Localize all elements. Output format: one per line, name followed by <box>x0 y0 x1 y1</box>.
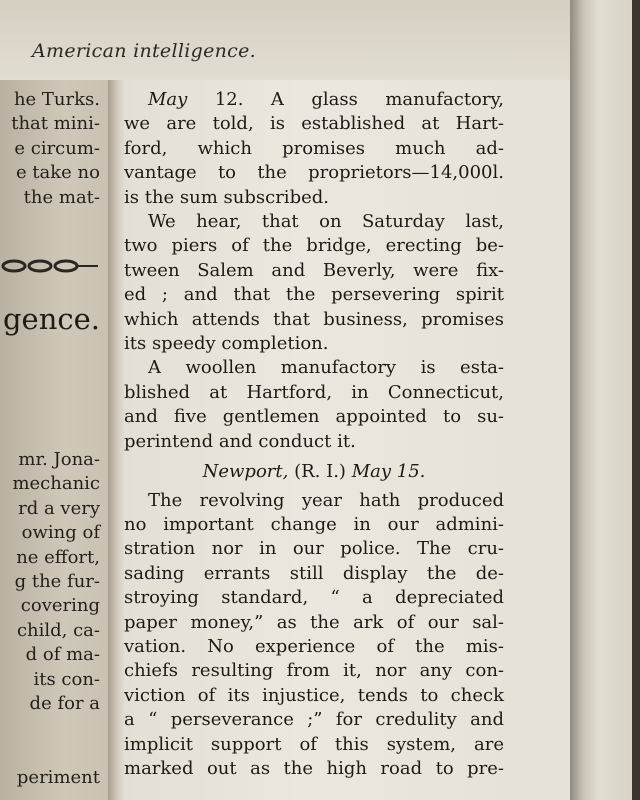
left-line: that mini- <box>11 113 100 135</box>
text-line: no important change in our admini- <box>124 513 504 535</box>
text-line: A woollen manufactory is esta- <box>148 357 504 379</box>
text-line: and five gentlemen appointed to su- <box>124 406 504 428</box>
left-line: he Turks. <box>13 89 100 110</box>
text-line: vantage to the proprietors—14,000l. <box>124 162 504 184</box>
section-heading-fragment: gence. <box>2 302 100 336</box>
text-line: blished at Hartford, in Connecticut, <box>124 381 504 403</box>
text-line: a “ perseverance ;” for credulity and <box>124 709 504 731</box>
text-line: its speedy completion. <box>124 333 329 355</box>
left-line: d of ma- <box>25 644 100 666</box>
left-line: g the fur- <box>14 571 100 593</box>
running-head: American intelligence. <box>32 40 256 62</box>
text-line: two piers of the bridge, erecting be- <box>124 235 504 257</box>
left-line: owing of <box>21 522 100 544</box>
left-line: e circum- <box>14 137 100 159</box>
dateline-state: (R. I.) <box>288 461 352 483</box>
text-line: stration nor in our police. The cru- <box>124 538 504 560</box>
text-line <box>124 88 504 112</box>
text-line: perintend and conduct it. <box>124 430 356 452</box>
text-line: sading errants still display the de- <box>124 562 504 584</box>
paragraph-glass-manufactory <box>124 88 504 210</box>
dateline-newport <box>124 460 504 484</box>
right-page-edge <box>570 0 640 800</box>
main-column <box>124 88 504 781</box>
text-line: tween Salem and Beverly, were fix- <box>124 259 504 281</box>
text-line: stroying standard, “ a depreciated <box>124 587 504 609</box>
left-line: mechanic <box>12 473 100 495</box>
text-line: We hear, that on Saturday last, <box>148 211 504 233</box>
left-column-bottom <box>0 766 108 790</box>
dateline-date: May 15. <box>351 461 426 483</box>
left-column-lower <box>0 448 108 716</box>
left-line: its con- <box>33 668 100 690</box>
text-line: marked out as the high road to pre- <box>124 757 504 779</box>
left-line: child, ca- <box>16 619 100 641</box>
text-line: ed ; and that the persevering spirit <box>124 284 504 306</box>
dateline-place: Newport, <box>202 461 289 483</box>
text-line: chiefs resulting from it, nor any con- <box>124 660 504 682</box>
left-line: de for a <box>29 693 100 715</box>
chain-ornament-icon <box>0 256 108 276</box>
ornament-rule <box>0 256 108 276</box>
text-line: vation. No experience of the mis- <box>124 635 504 657</box>
text-line: we are told, is established at Hart- <box>124 113 504 135</box>
left-line: ne effort, <box>16 546 100 568</box>
text-line: is the sum subscribed. <box>124 186 329 208</box>
text-line: ford, which promises much ad- <box>124 137 504 159</box>
text-line: The revolving year hath produced <box>148 489 504 511</box>
left-column-top <box>0 88 108 210</box>
gutter <box>108 0 124 800</box>
dateline-month: May <box>148 89 188 110</box>
left-line: mr. Jona- <box>18 449 100 470</box>
text-fragment: 12. A glass manufactory, <box>187 89 504 110</box>
left-line: rd a very <box>18 497 100 519</box>
left-line: covering <box>20 595 100 617</box>
left-line: the mat- <box>23 186 100 208</box>
left-line: e take no <box>15 162 100 184</box>
paragraph-newport <box>124 489 504 782</box>
paragraph-bridge <box>124 210 504 356</box>
left-line: periment <box>16 767 100 788</box>
text-line: paper money,” as the ark of our sal- <box>124 611 504 633</box>
paragraph-woollen-manufactory <box>124 356 504 454</box>
text-line: which attends that business, promises <box>124 308 504 330</box>
text-line: implicit support of this system, are <box>124 733 504 755</box>
text-line: viction of its injustice, tends to check <box>124 684 504 706</box>
